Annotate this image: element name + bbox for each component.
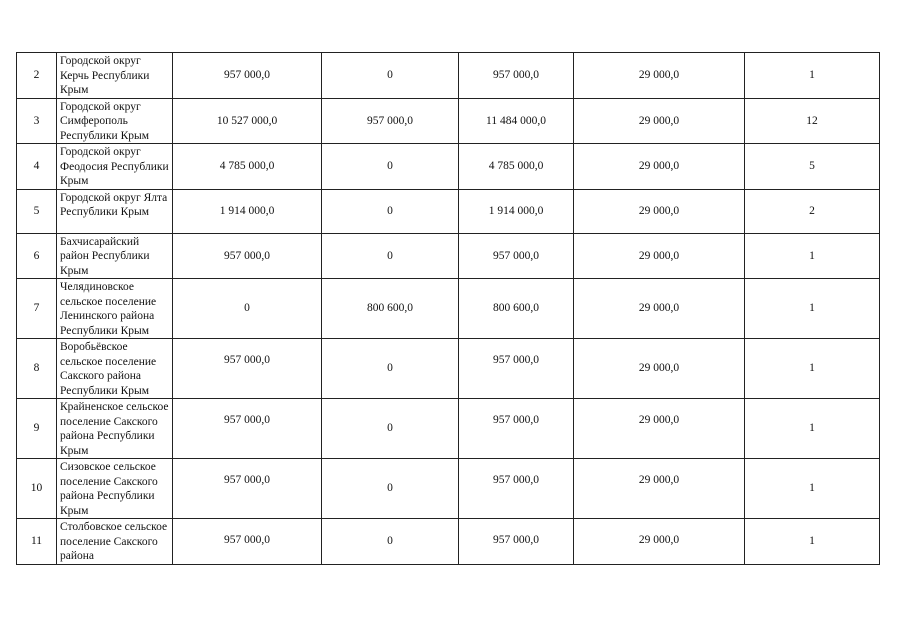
- amount-total-cell: 957 000,0: [459, 519, 574, 565]
- amount-total-cell: 957 000,0: [459, 459, 574, 519]
- table-body: [17, 53, 880, 565]
- count-cell: 1: [745, 279, 880, 339]
- row-number-cell: 4: [17, 144, 57, 190]
- municipality-name-cell: Городской округ Симферополь Республики Крым: [57, 98, 173, 144]
- count-cell: 1: [745, 339, 880, 399]
- row-number-cell: 9: [17, 399, 57, 459]
- unit-amount-cell: 29 000,0: [574, 279, 745, 339]
- row-number-cell: 5: [17, 189, 57, 233]
- table-row: [17, 399, 880, 459]
- count-cell: 1: [745, 233, 880, 279]
- amount-total-cell: 957 000,0: [459, 233, 574, 279]
- count-cell: 1: [745, 53, 880, 99]
- amount-column-2-cell: 800 600,0: [322, 279, 459, 339]
- amount-column-2-cell: 0: [322, 144, 459, 190]
- unit-amount-cell: 29 000,0: [574, 144, 745, 190]
- table-row: [17, 459, 880, 519]
- row-number-cell: 6: [17, 233, 57, 279]
- municipality-name-cell: Столбовское сельское поселение Сакского района: [57, 519, 173, 565]
- municipality-name-cell: Челядиновское сельское поселение Ленинского района Республики Крым: [57, 279, 173, 339]
- municipality-name-cell: Городской округ Ялта Республики Крым: [57, 189, 173, 233]
- amount-column-2-cell: 957 000,0: [322, 98, 459, 144]
- amount-column-2-cell: 0: [322, 53, 459, 99]
- unit-amount-cell: 29 000,0: [574, 399, 745, 459]
- amount-column-1-cell: 957 000,0: [173, 459, 322, 519]
- table-row: [17, 279, 880, 339]
- unit-amount-cell: 29 000,0: [574, 53, 745, 99]
- table-row: [17, 144, 880, 190]
- count-cell: 1: [745, 519, 880, 565]
- row-number-cell: 2: [17, 53, 57, 99]
- unit-amount-cell: 29 000,0: [574, 189, 745, 233]
- amount-column-1-cell: 957 000,0: [173, 339, 322, 399]
- table-row: [17, 98, 880, 144]
- table-row: [17, 519, 880, 565]
- table-row: [17, 233, 880, 279]
- count-cell: 12: [745, 98, 880, 144]
- count-cell: 5: [745, 144, 880, 190]
- municipality-name-cell: Бахчисарайский район Республики Крым: [57, 233, 173, 279]
- allocation-table: [16, 52, 880, 565]
- table-row: [17, 53, 880, 99]
- amount-column-1-cell: 4 785 000,0: [173, 144, 322, 190]
- unit-amount-cell: 29 000,0: [574, 459, 745, 519]
- count-cell: 1: [745, 459, 880, 519]
- municipality-name-cell: Сизовское сельское поселение Сакского района Республики Крым: [57, 459, 173, 519]
- amount-total-cell: 800 600,0: [459, 279, 574, 339]
- municipality-name-cell: Городской округ Феодосия Республики Крым: [57, 144, 173, 190]
- amount-total-cell: 957 000,0: [459, 339, 574, 399]
- unit-amount-cell: 29 000,0: [574, 519, 745, 565]
- amount-column-1-cell: 0: [173, 279, 322, 339]
- row-number-cell: 3: [17, 98, 57, 144]
- amount-total-cell: 957 000,0: [459, 53, 574, 99]
- row-number-cell: 11: [17, 519, 57, 565]
- amount-column-2-cell: 0: [322, 189, 459, 233]
- amount-column-1-cell: 957 000,0: [173, 53, 322, 99]
- row-number-cell: 8: [17, 339, 57, 399]
- amount-column-1-cell: 10 527 000,0: [173, 98, 322, 144]
- row-number-cell: 7: [17, 279, 57, 339]
- amount-total-cell: 957 000,0: [459, 399, 574, 459]
- amount-column-1-cell: 957 000,0: [173, 233, 322, 279]
- amount-column-2-cell: 0: [322, 339, 459, 399]
- amount-column-1-cell: 957 000,0: [173, 519, 322, 565]
- municipality-name-cell: Воробьёвское сельское поселение Сакского района Республики Крым: [57, 339, 173, 399]
- amount-column-2-cell: 0: [322, 399, 459, 459]
- amount-column-1-cell: 957 000,0: [173, 399, 322, 459]
- municipality-name-cell: Городской округ Керчь Республики Крым: [57, 53, 173, 99]
- amount-column-1-cell: 1 914 000,0: [173, 189, 322, 233]
- unit-amount-cell: 29 000,0: [574, 233, 745, 279]
- municipality-name-cell: Крайненское сельское поселение Сакского района Республики Крым: [57, 399, 173, 459]
- table-row: [17, 339, 880, 399]
- amount-total-cell: 4 785 000,0: [459, 144, 574, 190]
- row-number-cell: 10: [17, 459, 57, 519]
- amount-column-2-cell: 0: [322, 519, 459, 565]
- unit-amount-cell: 29 000,0: [574, 339, 745, 399]
- table-row: [17, 189, 880, 233]
- amount-total-cell: 11 484 000,0: [459, 98, 574, 144]
- amount-column-2-cell: 0: [322, 459, 459, 519]
- amount-total-cell: 1 914 000,0: [459, 189, 574, 233]
- count-cell: 1: [745, 399, 880, 459]
- amount-column-2-cell: 0: [322, 233, 459, 279]
- unit-amount-cell: 29 000,0: [574, 98, 745, 144]
- count-cell: 2: [745, 189, 880, 233]
